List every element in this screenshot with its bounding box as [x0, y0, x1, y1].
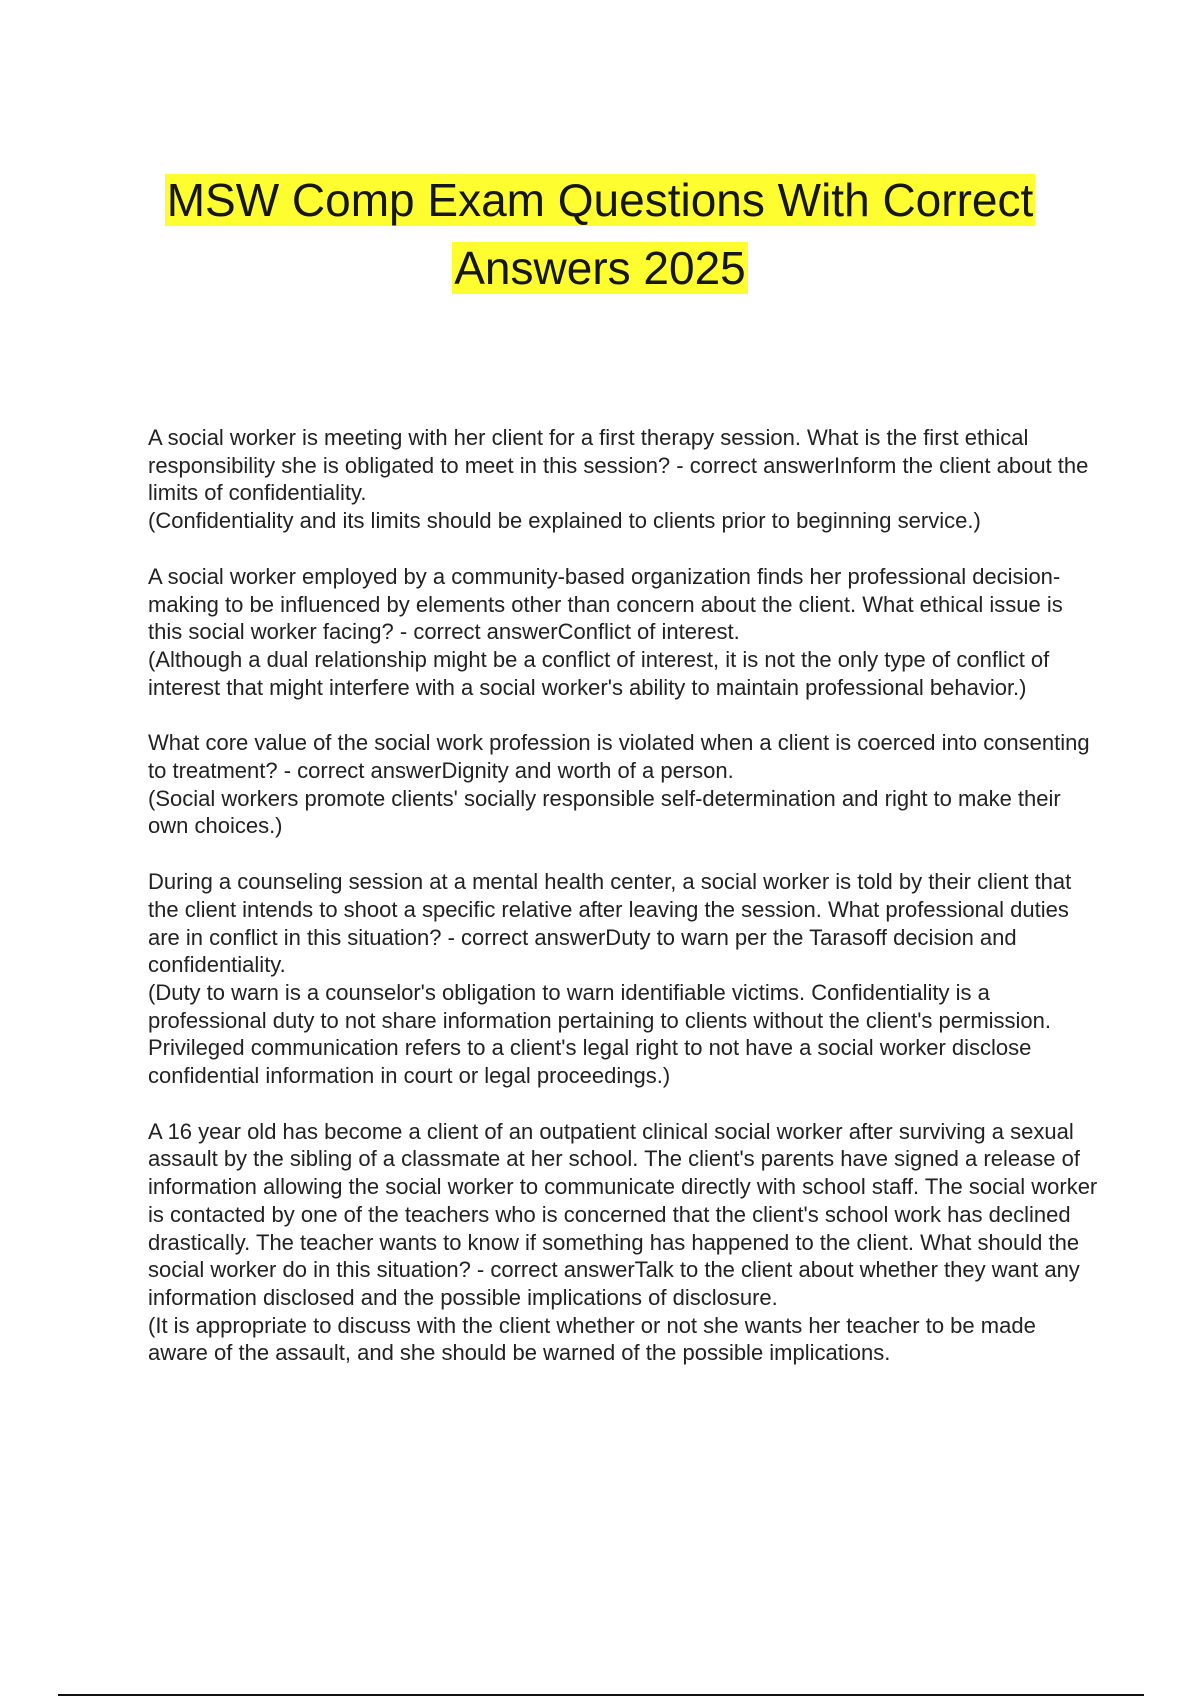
question-item-1: [148, 424, 1098, 535]
question-item-4: [148, 868, 1098, 1090]
question-text: A social worker is meeting with her client for a first therapy session. What is the first ethical responsibility she is obligated to meet in this session? - correct answerInform the client about the limits of confidentiality.: [148, 425, 1089, 506]
question-explanation: (It is appropriate to discuss with the client whether or not she wants her teacher to be made aware of the assault, and she should be warned of the possible implications.: [148, 1312, 1036, 1366]
question-item-5: [148, 1118, 1098, 1367]
question-explanation: (Social workers promote clients' socially responsible self-determination and right to make their own choices.): [148, 785, 1061, 839]
question-text: A 16 year old has become a client of an outpatient clinical social worker after surviving a sexual assault by the sibling of a classmate at her school. The client's parents have signed a release of information allowing the social worker to communicate directly with school staff. The social worker is contacted by one of the teachers who is concerned that the client's school work has declined drastically. The teacher wants to know if something has happened to the client. What should the social worker do in this situation? - correct answerTalk to the client about whether they want any information disclosed and the possible implications of disclosure.: [148, 1118, 1098, 1310]
page-bottom-divider: [58, 1694, 1144, 1696]
question-explanation: (Confidentiality and its limits should be explained to clients prior to beginning service.): [148, 508, 981, 534]
page-title-line-2: Answers 2025: [454, 242, 746, 294]
question-text: During a counseling session at a mental health center, a social worker is told by their client that the client intends to shoot a specific relative after leaving the session. What professional duties are in conflict in this situation? - correct answerDuty to warn per the Tarasoff decision and confidentiality.: [148, 869, 1072, 978]
question-explanation: (Although a dual relationship might be a conflict of interest, it is not the only type of conflict of interest that might interfere with a social worker's ability to maintain professional behavior.): [148, 646, 1050, 700]
question-list: [148, 424, 1098, 1395]
page-title-line-1: MSW Comp Exam Questions With Correct: [166, 174, 1034, 226]
question-explanation: (Duty to warn is a counselor's obligation to warn identifiable victims. Confidentiality is a professional duty to not share information pertaining to clients without the client's permission. Privileged communication refers to a client's legal right to not have a social worker disclose confidential information in court or legal proceedings.): [148, 979, 1052, 1089]
title-block: [100, 172, 1100, 308]
question-text: What core value of the social work profession is violated when a client is coerced into consenting to treatment? - correct answerDignity and worth of a person.: [148, 730, 1090, 784]
question-item-3: [148, 729, 1098, 840]
question-text: A social worker employed by a community-based organization finds her professional decision-making to be influenced by elements other than concern about the client. What ethical issue is this social worker facing? - correct answerConflict of interest.: [148, 563, 1063, 645]
question-item-2: [148, 563, 1098, 702]
